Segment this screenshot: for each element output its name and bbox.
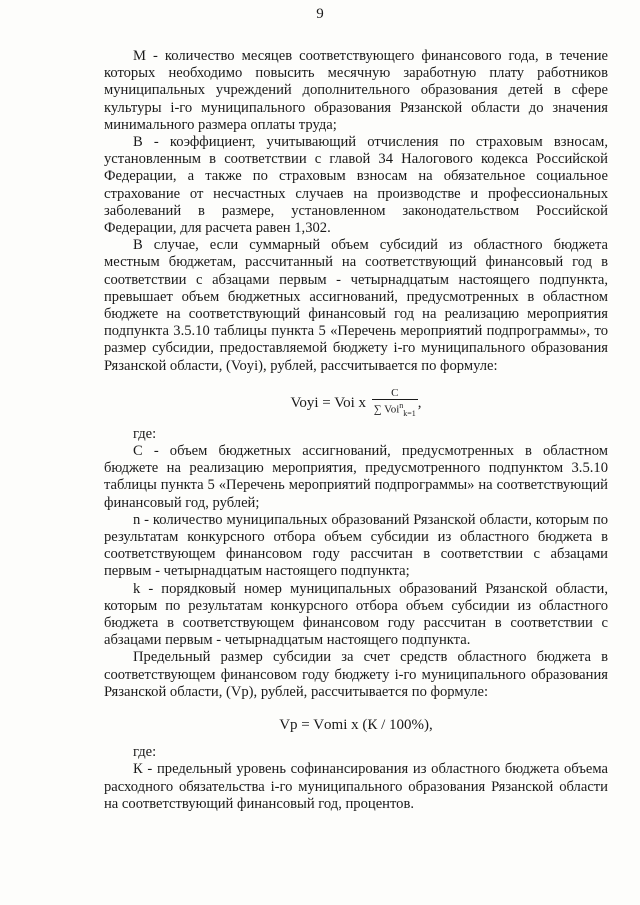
paragraph-b: В - коэффициент, учитывающий отчисления по страховым взносам, установленным в соответствии с главой 34 Налогового кодекса Российской Федерации, а также по страховым взносам на обязательное социальное страхование от несчастных случаев на производстве и профессиональных заболеваний в размере, установленном законодательством Российской Федерации, для расчета равен 1,302. — [104, 134, 608, 237]
sum-upper: n — [399, 400, 404, 410]
paragraph-c: С - объем бюджетных ассигнований, предусмотренных в областном бюджете на реализацию мероприятия, предусмотренного подпунктом 3.5.10 таблицы пункта 5 «Перечень мероприятий подпрограммы» на соответствующий финансовый год, рублей; — [104, 442, 608, 511]
paragraph-k: k - порядковый номер муниципальных образований Рязанской области, которым по результатам конкурсного отбора объем субсидии из областного бюджета в соответствующем финансовом году рассчитан в соответствии с абзацами первым - четырнадцатым настоящего подпункта. — [104, 580, 608, 649]
formula-vp: Vp = Vоmi x (К / 100%), — [279, 716, 433, 733]
formula-voyi-denominator — [372, 400, 418, 420]
where-label-2: где: — [133, 744, 157, 761]
paragraph-m: М - количество месяцев соответствующего финансового года, в течение которых необходимо повысить месячную заработную плату работников муниципальных учреждений дополнительного образования детей в сфере культуры i-го муниципального образования Рязанской области до значения минимального размера оплаты труда; — [104, 48, 608, 133]
where-label-1: где: — [133, 425, 157, 442]
formula-voyi-tail: , — [417, 394, 422, 411]
sum-sign: ∑ Voi — [373, 403, 400, 416]
formula-voyi-lhs: Voyi = Voi x — [290, 394, 367, 411]
formula-voyi — [104, 387, 608, 420]
paragraph-case: В случае, если суммарный объем субсидий из областного бюджета местным бюджетам, рассчитанный на соответствующий финансовый год в соответствии с абзацами первым - четырнадцатым настоящего подпункта, превышает объем бюджетных ассигнований, предусмотренных в областном бюджете на соответствующий финансовый год на реализацию мероприятия подпункта 3.5.10 таблицы пункта 5 «Перечень мероприятий подпрограммы», то размер субсидии, предоставляемой бюджету i-го муниципального образования Рязанской области, (Voyi), рублей, рассчитывается по формуле: — [104, 237, 608, 374]
paragraph-limit: Предельный размер субсидии за счет средств областного бюджета в соответствующем финансовом году бюджету i-го муниципального образования Рязанской области, (Vp), рублей, рассчитывается по формуле: — [104, 649, 608, 700]
paragraph-n: n - количество муниципальных образований Рязанской области, которым по результатам конкурсного отбора объем субсидии из областного бюджета в соответствующем финансовом году рассчитан в соответствии с абзацами первым - четырнадцатым настоящего подпункта; — [104, 511, 608, 580]
sum-lower: k=1 — [403, 408, 416, 418]
page-number: 9 — [316, 6, 324, 22]
paragraph-k-level: К - предельный уровень софинансирования из областного бюджета объема расходного обязательства i-го муниципального образования Рязанской области на соответствующий финансовый год, процентов. — [104, 761, 608, 812]
document-body — [104, 48, 608, 813]
formula-voyi-fraction — [372, 387, 418, 420]
formula-voyi-numerator: C — [372, 387, 418, 400]
